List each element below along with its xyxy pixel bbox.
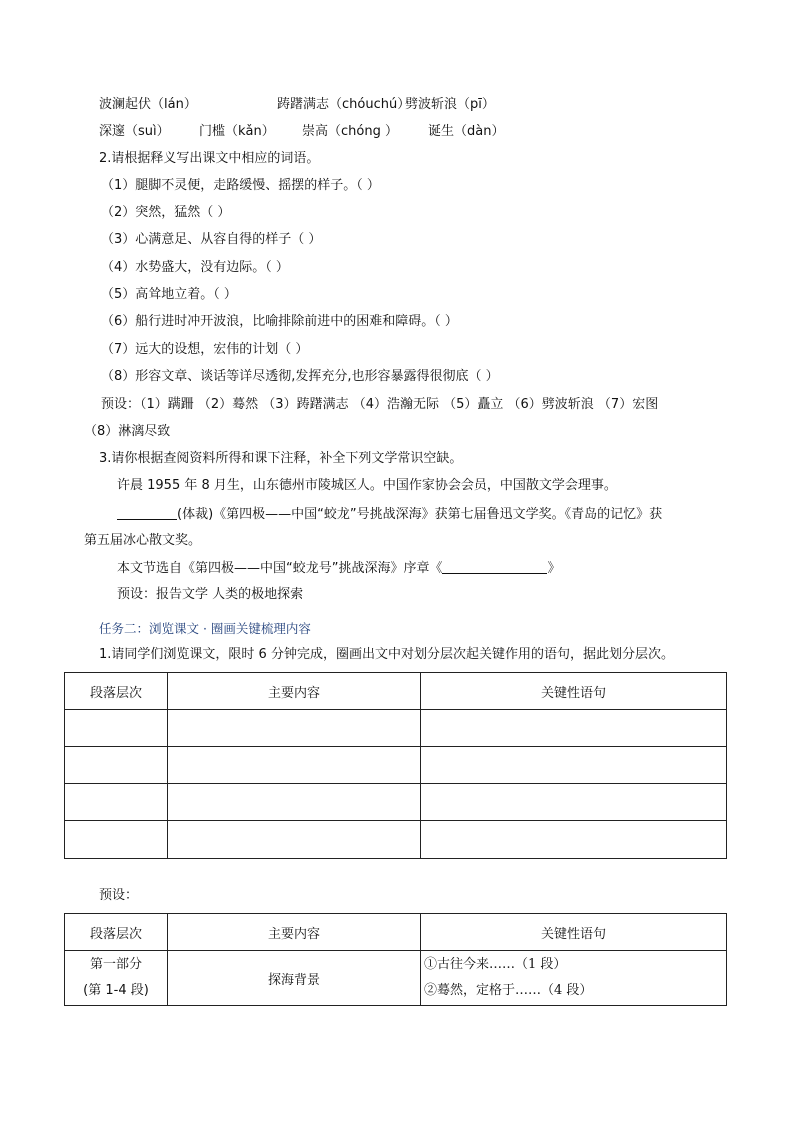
author-info: 许晨 1955 年 8 月生，山东德州市陵城区人。中国作家协会会员，中国散文学会理事。 <box>117 478 617 493</box>
genre-text: (体裁)《第四极——中国“蛟龙”号挑战深海》获第七届鲁迅文学奖。《青岛的记忆》获 <box>177 507 663 522</box>
table-cell[interactable] <box>421 821 727 859</box>
vocab-word: 波澜起伏（lán） <box>99 97 197 112</box>
table-row <box>65 951 727 1006</box>
question-2-item: （4）水势盛大，没有边际。（ ） <box>101 260 289 275</box>
header-cell: 关键性语句 <box>421 914 727 951</box>
table-cell[interactable] <box>421 710 727 747</box>
question-2-item: （3）心满意足、从容自得的样子（ ） <box>101 232 322 247</box>
question-2-item: （2）突然，猛然（ ） <box>101 205 231 220</box>
fill-blank[interactable] <box>442 559 547 574</box>
genre-blank-line-cont: 第五届冰心散文奖。 <box>84 533 202 548</box>
vocab-word: 踌躇满志（chóuchú） <box>277 97 411 112</box>
question-2-item: （1）腿脚不灵便，走路缓慢、摇摆的样子。（ ） <box>101 178 380 193</box>
level-cell <box>65 951 168 1006</box>
question-2-title: 2.请根据释义写出课文中相应的词语。 <box>99 151 320 166</box>
vocab-word: 崇高（chóng ） <box>302 124 398 139</box>
vocab-word: 诞生（dàn） <box>428 124 505 139</box>
vocab-row-2 <box>99 123 504 141</box>
header-cell: 主要内容 <box>168 914 421 951</box>
question-3-answer: 预设：报告文学 人类的极地探索 <box>117 587 304 602</box>
source-text: 本文节选自《第四极——中国“蛟龙号”挑战深海》序章《 <box>117 561 443 576</box>
key-sentence: ①古往今来……（1 段） <box>424 957 567 972</box>
question-2-item: （5）高耸地立着。（ ） <box>101 287 237 302</box>
source-line <box>117 559 561 578</box>
layer-table <box>64 672 727 859</box>
table-header-row <box>65 673 727 710</box>
key-sentence: ②蓦然，定格于……（4 段） <box>424 983 593 998</box>
genre-blank-line <box>117 505 662 524</box>
level-label: 第一部分 <box>89 957 142 972</box>
question-2-answer: 预设：（1）蹒跚 （2）蓦然 （3）踌躇满志 （4）浩瀚无际 （5）矗立 （6）劈波斩浪 （7）宏图 <box>101 397 659 412</box>
question-3-title: 3.请你根据查阅资料所得和课下注释，补全下列文学常识空缺。 <box>99 451 463 466</box>
vocab-word: 门槛（kǎn） <box>199 124 275 139</box>
table-cell[interactable] <box>421 747 727 784</box>
table-cell[interactable] <box>65 784 168 821</box>
fill-blank[interactable] <box>117 505 177 520</box>
table-cell[interactable] <box>421 784 727 821</box>
header-cell: 段落层次 <box>65 673 168 710</box>
header-cell: 关键性语句 <box>421 673 727 710</box>
table-row <box>65 710 727 747</box>
table-row <box>65 747 727 784</box>
level-range: (第 1-4 段) <box>83 983 149 998</box>
table-cell[interactable] <box>168 821 421 859</box>
table-cell[interactable] <box>168 710 421 747</box>
table-cell[interactable] <box>65 747 168 784</box>
question-2-item: （6）船行进时冲开波浪，比喻排除前进中的困难和障碍。（ ） <box>101 314 458 329</box>
sentence-cell <box>421 951 727 1006</box>
task-2-question-1: 1.请同学们浏览课文，限时 6 分钟完成，圈画出文中对划分层次起关键作用的语句，据此划分层次。 <box>99 647 674 662</box>
content-cell: 探海背景 <box>168 951 421 1006</box>
source-text-end: 》 <box>547 561 561 576</box>
header-cell: 主要内容 <box>168 673 421 710</box>
preset-table <box>64 913 727 1006</box>
header-cell: 段落层次 <box>65 914 168 951</box>
table-cell[interactable] <box>65 821 168 859</box>
question-2-item: （7）远大的设想，宏伟的计划（ ） <box>101 342 309 357</box>
table-row <box>65 821 727 859</box>
vocab-word: 劈波斩浪（pī） <box>405 97 495 112</box>
table-cell[interactable] <box>168 747 421 784</box>
question-2-answer-cont: （8）淋漓尽致 <box>84 424 171 439</box>
vocab-row-1 <box>99 96 495 114</box>
task-2-title: 任务二：浏览课文 · 圈画关键梳理内容 <box>99 621 311 636</box>
table-row <box>65 784 727 821</box>
vocab-word: 深邃（suì） <box>99 124 170 139</box>
table-cell[interactable] <box>65 710 168 747</box>
table-header-row <box>65 914 727 951</box>
preset-label: 预设： <box>99 888 139 903</box>
question-2-item: （8）形容文章、谈话等详尽透彻,发挥充分,也形容暴露得很彻底（ ） <box>101 369 499 384</box>
table-cell[interactable] <box>168 784 421 821</box>
